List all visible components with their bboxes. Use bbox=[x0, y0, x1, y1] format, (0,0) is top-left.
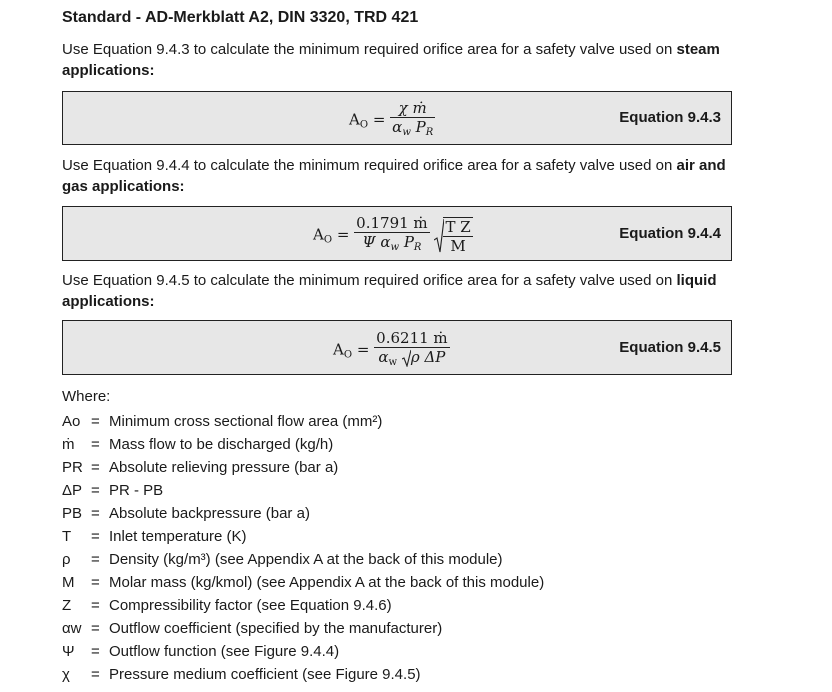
equation-9-4-3-label: Equation 9.4.3 bbox=[619, 109, 721, 126]
definition-row: Z = Compressibility factor (see Equation 9.4.6) bbox=[62, 597, 392, 614]
definition-row: PB = Absolute backpressure (bar a) bbox=[62, 505, 310, 522]
steam-intro bbox=[62, 39, 732, 81]
equation-9-4-5-denominator: $\alpha_w$ ρ ΔP bbox=[378, 348, 446, 368]
gas-intro bbox=[62, 155, 732, 197]
equation-9-4-4-label: Equation 9.4.4 bbox=[619, 225, 721, 242]
where-label: Where: bbox=[62, 388, 111, 405]
equation-box-9-4-4 bbox=[62, 206, 732, 261]
liquid-intro bbox=[62, 270, 732, 312]
definition-list bbox=[62, 410, 732, 686]
equation-9-4-5-formula: $A_O$ = $\frac{\text{0.6211 ṁ}}{\alpha_w \rho \Delta P}$ bbox=[333, 329, 450, 372]
equation-9-4-4-denominator: Ψ $\alpha_w$ $P_R$ bbox=[362, 233, 422, 253]
equation-box-9-4-5 bbox=[62, 320, 732, 375]
equation-9-4-4-numerator: 0.1791 ṁ bbox=[356, 214, 428, 232]
gas-intro-bold: air and gas applications: bbox=[62, 157, 726, 195]
liquid-intro-text: Use Equation 9.4.5 to calculate the minimum required orifice area for a safety valve used on bbox=[62, 272, 673, 289]
definition-row: M = Molar mass (kg/kmol) (see Appendix A at the back of this module) bbox=[62, 574, 545, 591]
definition-row: ρ = Density (kg/m³) (see Appendix A at the back of this module) bbox=[62, 551, 503, 568]
steam-intro-bold: steam applications: bbox=[62, 41, 720, 79]
equation-9-4-5-numerator: 0.6211 ṁ bbox=[376, 329, 448, 347]
equation-9-4-4-formula: $A_O$ = $\frac{\text{0.1791 ṁ}}{\Psi \alpha_w P_R}$ $\frac{\text{T Z}}{M}$ bbox=[313, 214, 473, 257]
definition-row: Ψ = Outflow function (see Figure 9.4.4) bbox=[62, 643, 340, 660]
equation-9-4-3-denominator: $\alpha_w$ $P_R$ bbox=[392, 118, 434, 138]
definition-row: χ = Pressure medium coefficient (see Figure 9.4.5) bbox=[62, 666, 421, 683]
definition-row: Ao = Minimum cross sectional flow area (mm²) bbox=[62, 413, 383, 430]
gas-intro-text: Use Equation 9.4.4 to calculate the minimum required orifice area for a safety valve used on bbox=[62, 157, 673, 174]
definition-row: ṁ = Mass flow to be discharged (kg/h) bbox=[62, 436, 334, 453]
radical-sign-icon-2 bbox=[402, 349, 411, 367]
definition-row: αw = Outflow coefficient (specified by the manufacturer) bbox=[62, 620, 443, 637]
page-heading: Standard - AD-Merkblatt A2, DIN 3320, TRD 421 bbox=[62, 9, 419, 26]
definition-row: T = Inlet temperature (K) bbox=[62, 528, 247, 545]
definition-row: ΔP = PR - PB bbox=[62, 482, 164, 499]
equation-9-4-3-numerator: χ ṁ bbox=[390, 99, 435, 118]
liquid-intro-bold: liquid applications: bbox=[62, 272, 717, 310]
equation-box-9-4-3 bbox=[62, 91, 732, 145]
definition-row: PR = Absolute relieving pressure (bar a) bbox=[62, 459, 339, 476]
equation-9-4-3-formula: $A_O$ = $\frac{\text{χ ṁ}}{\alpha_w P_R}$ bbox=[349, 99, 435, 142]
steam-intro-text: Use Equation 9.4.3 to calculate the minimum required orifice area for a safety valve used on bbox=[62, 41, 673, 58]
equation-9-4-4-root: $\frac{\text{T Z}}{M}$ bbox=[434, 217, 472, 255]
equation-9-4-5-label: Equation 9.4.5 bbox=[619, 339, 721, 356]
